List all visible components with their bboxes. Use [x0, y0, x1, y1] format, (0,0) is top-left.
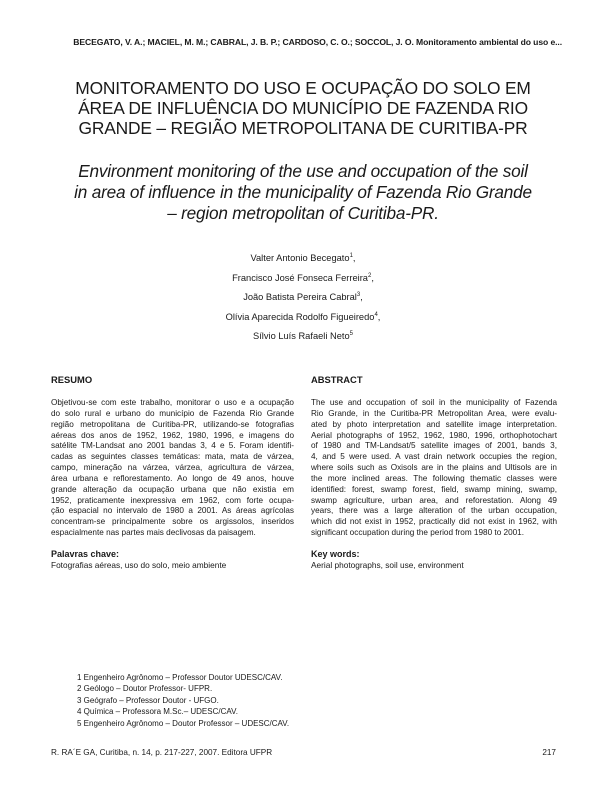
text-line: swamp agriculture, urban area, and reforestation. Along 49 — [311, 495, 557, 505]
title-line: ÁREA DE INFLUÊNCIA DO MUNICÍPIO DE FAZENDA RIO — [78, 98, 528, 118]
text-line: área urbana e reflorestamento. Ao longo de 49 anos, houve — [51, 473, 294, 483]
resumo-section — [51, 374, 294, 571]
text-line: significant occupation during the period from 1980 to 2001. — [311, 528, 525, 538]
author: Valter Antonio Becegato$^1$, — [250, 253, 356, 263]
abstract-section — [311, 374, 557, 571]
text-line: Objetivou-se com este trabalho, monitorar o uso e a ocupação — [51, 398, 294, 407]
text-line: ção espacial no intervalo de 1980 a 2001. As áreas agrícolas — [51, 506, 294, 516]
keywords-heading: Palavras chave: — [51, 548, 120, 559]
text-line: do solo rural e urbano do município de Fazenda Rio Grande — [51, 408, 294, 418]
author-list — [150, 249, 456, 347]
keywords-text: Fotografias aéreas, uso do solo, meio ambiente — [51, 559, 227, 570]
journal-citation: R. RA´E GA, Curitiba, n. 14, p. 217-227, 2007. Editora UFPR — [51, 748, 273, 757]
author: Francisco José Fonseca Ferreira$^2$, — [232, 272, 374, 283]
running-head: BECEGATO, V. A.; MACIEL, M. M.; CABRAL, J. B. P.; CARDOSO, C. O.; SOCCOL, J. O. Monitoramento ambiental do uso e... — [73, 37, 562, 47]
text-line: identified: forest, swamp forest, field, swamp mining, swamp, — [311, 484, 557, 494]
footnote: 3 Geógrafo – Professor Doutor - UFGO. — [77, 695, 219, 705]
resumo-heading: RESUMO — [51, 374, 93, 385]
text-line: região metropolitana de Curitiba-PR, utilizando-se fotografias — [51, 419, 294, 429]
text-line: The use and occupation of soil in the municipality of Fazenda — [311, 398, 557, 407]
page-number: 217 — [542, 748, 556, 757]
text-line: the more inclined areas. The following thematic classes were — [311, 473, 557, 483]
footnote: 4 Química – Professora M.Sc.– UDESC/CAV. — [77, 707, 238, 717]
text-line: of 1980 and TM-Landsat/5 satellite images of 2001, bands 3, — [311, 441, 557, 451]
text-line: which did not exist in 1952, practically did not exist in 1962, with — [311, 517, 557, 527]
footnotes — [77, 672, 377, 729]
author: Olívia Aparecida Rodolfo Figueiredo$^4$, — [225, 311, 381, 322]
footnote: 2 Geólogo – Doutor Professor- UFPR. — [77, 684, 213, 694]
text-line: 1952, praticamente inexpressiva em 1962, com forte ocupa- — [51, 495, 294, 505]
resumo-body — [51, 398, 294, 539]
text-line: concentram-se principalmente sobre os argissolos, inseridos — [51, 517, 294, 527]
title-line: GRANDE – REGIÃO METROPOLITANA DE CURITIBA-PR — [78, 118, 528, 138]
footnote: 1 Engenheiro Agrônomo – Professor Doutor UDESC/CAV. — [77, 673, 283, 682]
text-line: Aerial photographs of 1952, 1962, 1980, 1996, orthophotochart — [311, 430, 557, 440]
text-line: ated by photo interpretation and satellite image interpretation. — [311, 419, 557, 429]
text-line: espacialmente nas partes mais declivosas da paisagem. — [51, 528, 256, 538]
author: João Batista Pereira Cabral$^3$, — [243, 292, 363, 302]
subtitle-line: – region metropolitan of Curitiba-PR. — [167, 203, 439, 223]
text-line: grande alteração da ocupação urbana que não existia em — [51, 484, 294, 494]
text-line: campo, mineração na várzea, várzea, agricultura de várzea, — [51, 463, 294, 473]
text-line: 4, and 5 were used. A vast drain network occupies the region, — [311, 452, 557, 462]
page-footer — [51, 748, 556, 757]
text-line: years, there was a large alteration of the urban occupation, — [311, 506, 557, 516]
text-line: satélite TM-Landsat ano 2001 bandas 3, 4 e 5. Foram identifi- — [51, 441, 294, 451]
keywords-heading: Key words: — [311, 548, 360, 559]
subtitle-line: Environment monitoring of the use and occupation of the soil — [78, 161, 528, 181]
abstract-heading: ABSTRACT — [311, 374, 363, 385]
author: Sílvio Luís Rafaeli Neto$^5$ — [253, 331, 353, 341]
title-line: MONITORAMENTO DO USO E OCUPAÇÃO DO SOLO EM — [75, 78, 531, 98]
abstract-body — [311, 398, 557, 539]
keywords-text: Aerial photographs, soil use, environment — [311, 559, 464, 570]
text-line: where soils such as Oxisols are in the plains and Ultisols are in — [311, 463, 557, 473]
text-line: Rio Grande, in the Curitiba-PR Metropolitan Area, were evalu- — [311, 408, 557, 418]
subtitle-line: in area of influence in the municipality of Fazenda Rio Grande — [74, 182, 532, 202]
text-line: aéreas dos anos de 1952, 1962, 1980, 1996, e imagens do — [51, 430, 294, 440]
footnote: 5 Engenheiro Agrônomo – Doutor Professor – UDESC/CAV. — [77, 718, 290, 728]
text-line: cadas as seguintes classes temáticas: mata, mata de várzea, — [51, 452, 294, 462]
article-title — [40, 78, 566, 138]
article-subtitle-english — [36, 161, 570, 224]
